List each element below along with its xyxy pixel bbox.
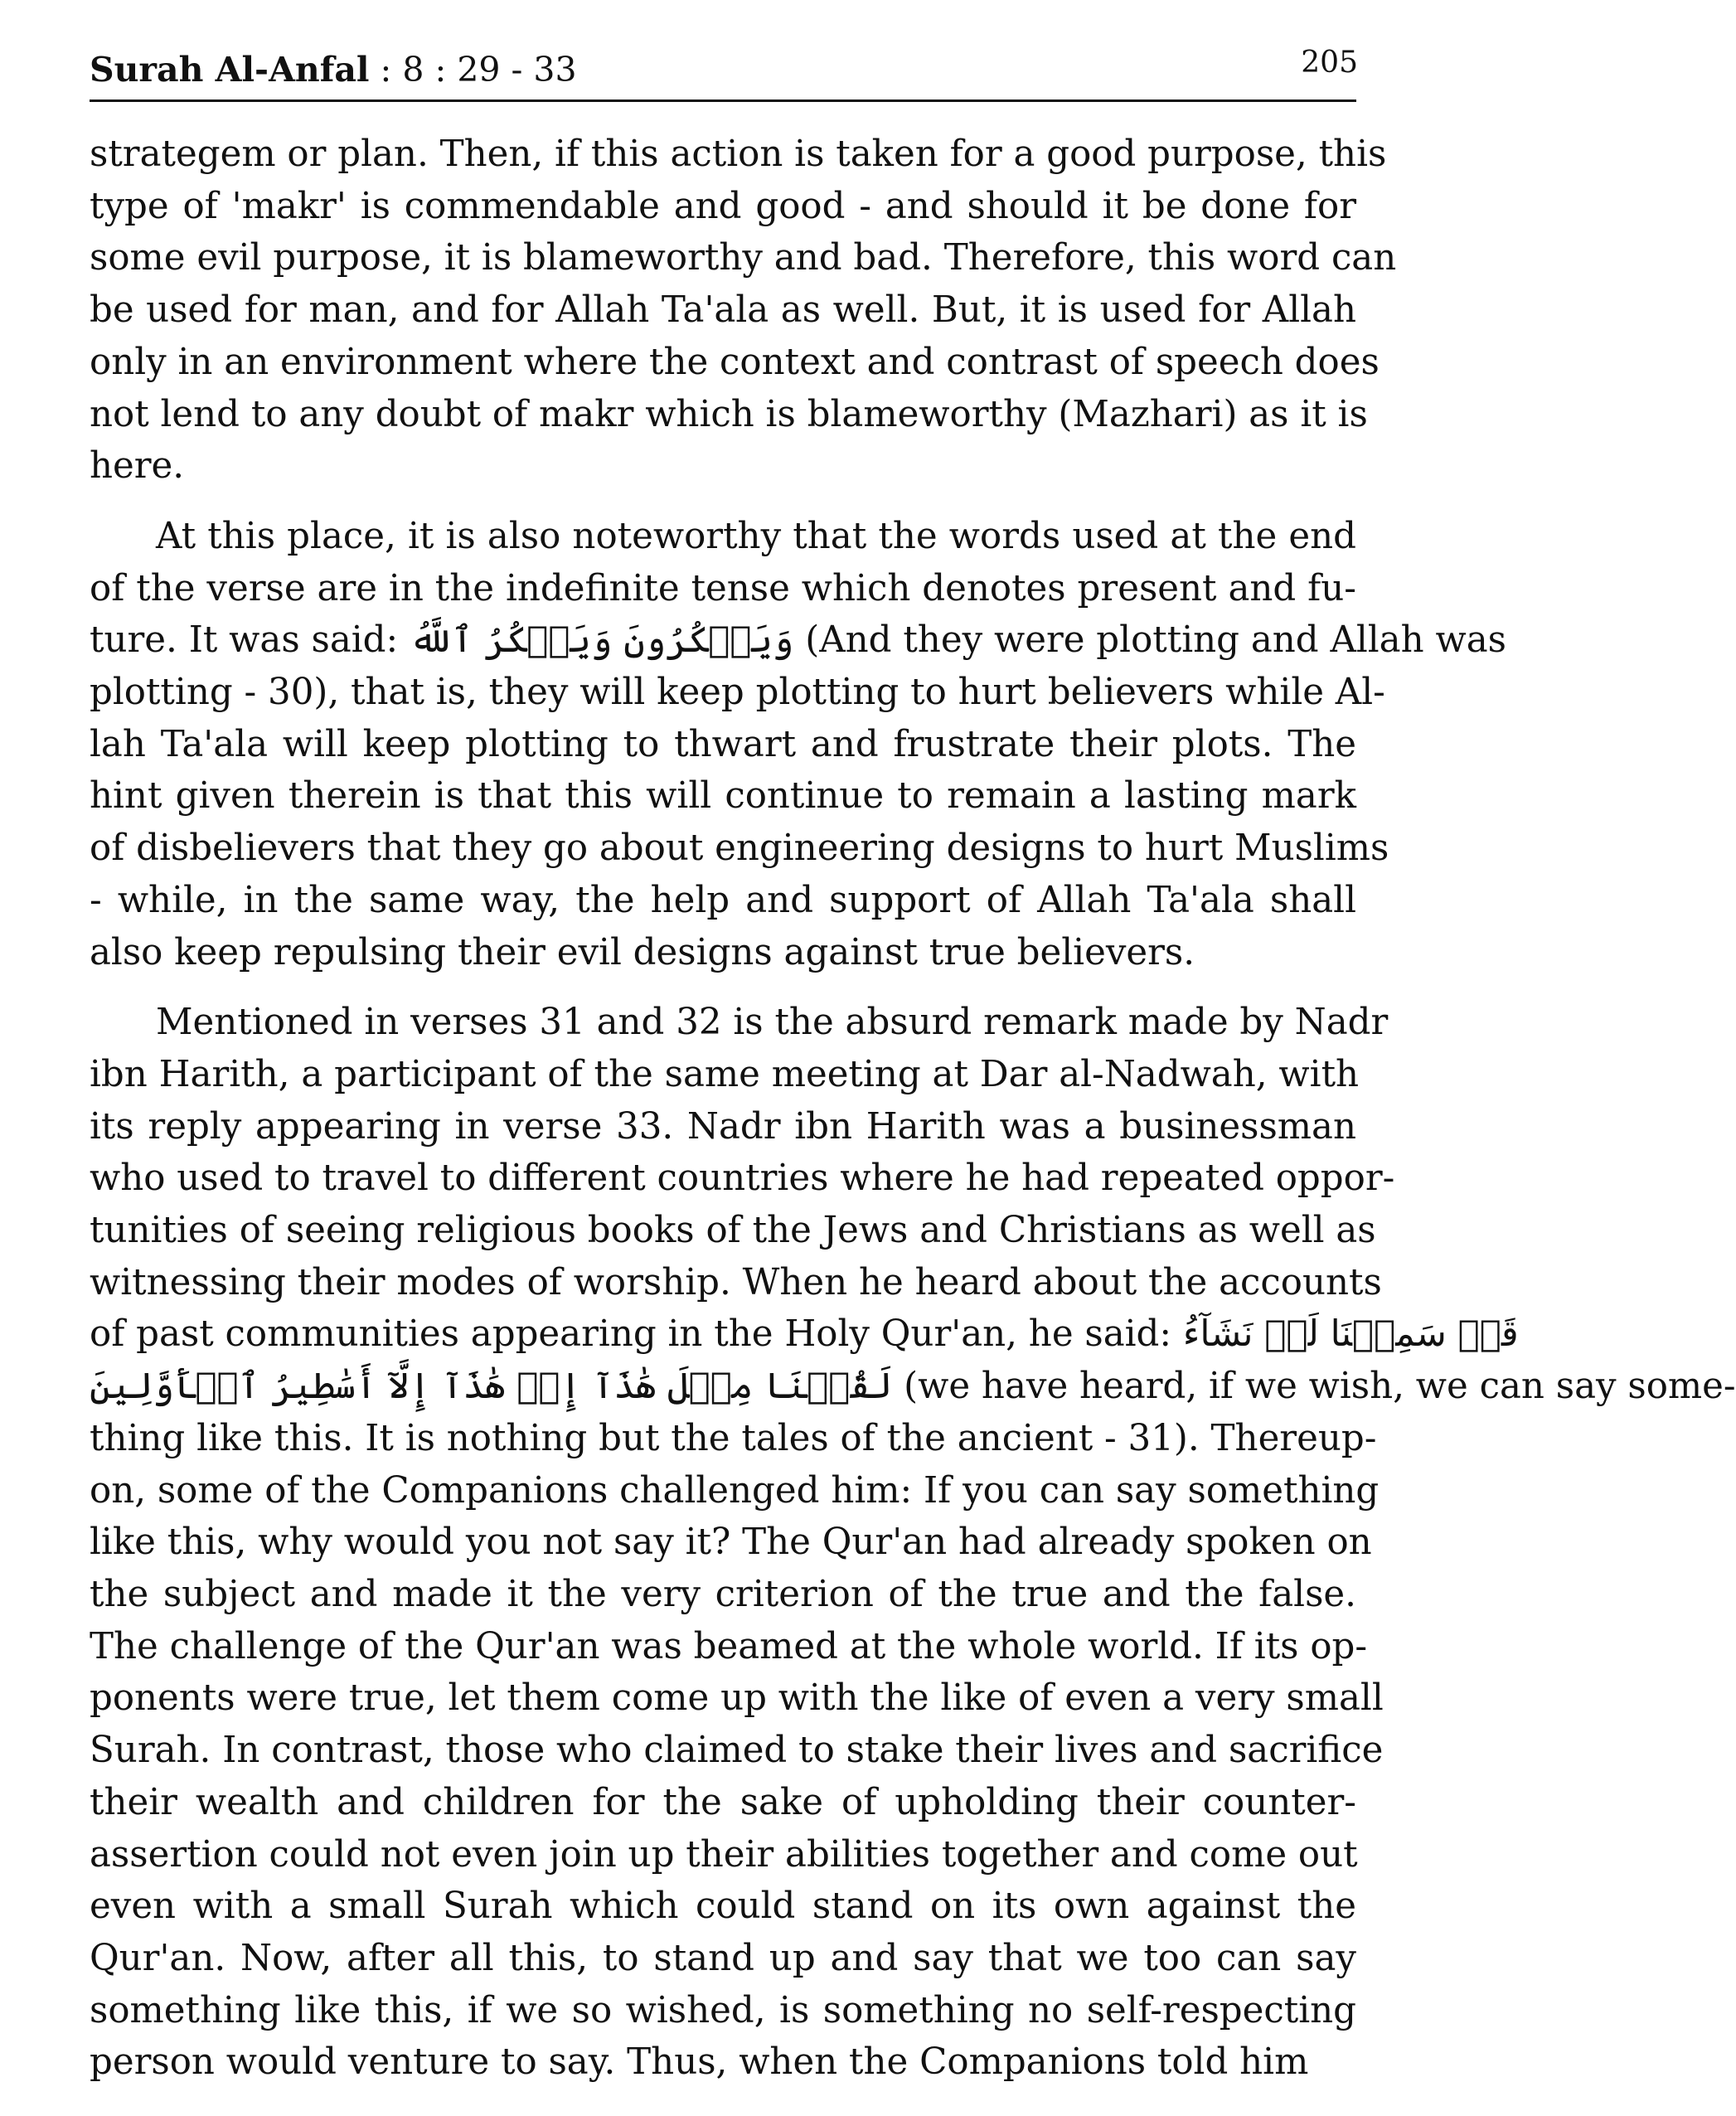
- text-line: of past communities appearing in the Holy Qur'an, he said: قَدۡ سَمِعۡنَا لَوۡ نَشَآءُ: [90, 1313, 1519, 1356]
- text-line: something like this, if we so wished, is something no self-respecting: [90, 1989, 1356, 2031]
- text-line: type of 'makr' is commendable and good - and should it be done for: [90, 185, 1356, 227]
- text-line: Surah. In contrast, those who claimed to stake their lives and sacrifice: [90, 1730, 1384, 1772]
- text-line: لَقُلۡنَا مِثۡلَ هَٰذَآ إِنۡ هَٰذَآ إِلَّآ أَسَٰطِيرُ ٱلۡأَوَّلِينَ (we have heard, if we wish, we can say some-: [90, 1366, 1736, 1408]
- header-rule: [90, 99, 1356, 102]
- running-header: [90, 41, 1358, 99]
- paragraph: [90, 129, 1397, 493]
- text-line: who used to travel to different countries where he had repeated oppor-: [90, 1157, 1395, 1200]
- text-line: plotting - 30), that is, they will keep plotting to hurt believers while Al-: [90, 672, 1385, 714]
- text-line: also keep repulsing their evil designs against true believers.: [90, 931, 1195, 973]
- chapter-reference: [90, 48, 577, 91]
- text-line: Qur'an. Now, after all this, to stand up and say that we too can say: [90, 1937, 1356, 1979]
- text-line: ibn Harith, a participant of the same meeting at Dar al-Nadwah, with: [90, 1053, 1360, 1095]
- text-line: strategem or plan. Then, if this action is taken for a good purpose, this: [90, 133, 1387, 175]
- text-line: lah Ta'ala will keep plotting to thwart and frustrate their plots. The: [90, 723, 1356, 765]
- text-line: their wealth and children for the sake of upholding their counter-: [90, 1781, 1356, 1823]
- text-line: person would venture to say. Thus, when the Companions told him: [90, 2041, 1309, 2084]
- text-line: like this, why would you not say it? The Qur'an had already spoken on: [90, 1521, 1372, 1564]
- paragraph: [90, 997, 1736, 2089]
- body-text: [90, 129, 1736, 2107]
- text-line: only in an environment where the context and contrast of speech does: [90, 341, 1380, 383]
- text-line: the subject and made it the very criterion of the true and the false.: [90, 1573, 1356, 1615]
- text-line: not lend to any doubt of makr which is blameworthy (Mazhari) as it is: [90, 393, 1368, 435]
- verse-range: : 8 : 29 - 33: [369, 50, 577, 90]
- text-line: - while, in the same way, the help and support of Allah Ta'ala shall: [90, 879, 1356, 921]
- text-line: its reply appearing in verse 33. Nadr ibn Harith was a businessman: [90, 1105, 1356, 1148]
- text-line: ture. It was said: وَيَمۡكُرُونَ وَيَمۡكُرُ ٱللَّهُ (And they were plotting and Allah was: [90, 619, 1506, 662]
- text-line: assertion could not even join up their abilities together and come out: [90, 1833, 1358, 1876]
- text-line: be used for man, and for Allah Ta'ala as well. But, it is used for Allah: [90, 289, 1356, 332]
- text-line: some evil purpose, it is blameworthy and bad. Therefore, this word can: [90, 237, 1397, 279]
- text-line: thing like this. It is nothing but the tales of the ancient - 31). Thereup-: [90, 1417, 1377, 1459]
- text-line: of the verse are in the indefinite tense which denotes present and fu-: [90, 567, 1356, 609]
- text-line: Mentioned in verses 31 and 32 is the absurd remark made by Nadr: [156, 1002, 1389, 1044]
- text-line: here.: [90, 445, 185, 488]
- text-line: even with a small Surah which could stand on its own against the: [90, 1885, 1356, 1928]
- paragraph: [90, 511, 1506, 978]
- text-line: hint given therein is that this will continue to remain a lasting mark: [90, 775, 1356, 818]
- surah-title: Surah Al-Anfal: [90, 50, 370, 90]
- text-line: witnessing their modes of worship. When he heard about the accounts: [90, 1261, 1382, 1303]
- text-line: The challenge of the Qur'an was beamed at the whole world. If its op-: [90, 1625, 1368, 1667]
- text-line: At this place, it is also noteworthy that the words used at the end: [156, 515, 1356, 557]
- text-line: on, some of the Companions challenged him: If you can say something: [90, 1469, 1380, 1512]
- page-number: 205: [1301, 46, 1358, 80]
- text-line: of disbelievers that they go about engineering designs to hurt Muslims: [90, 827, 1389, 870]
- text-line: tunities of seeing religious books of the Jews and Christians as well as: [90, 1210, 1376, 1252]
- text-line: ponents were true, let them come up with the like of even a very small: [90, 1677, 1384, 1720]
